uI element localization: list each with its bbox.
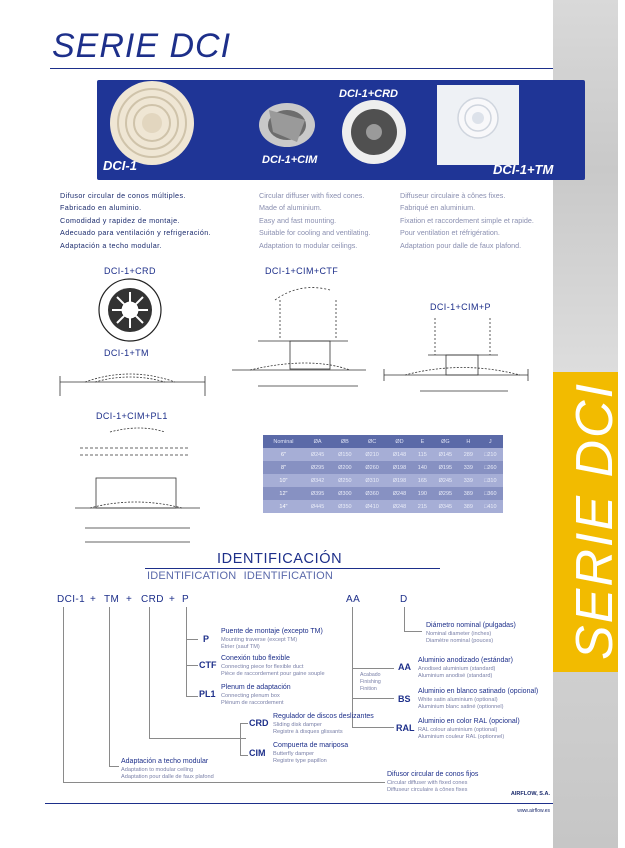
drawing-label-cim-p: DCI-1+CIM+P	[430, 302, 491, 312]
connector-line	[186, 607, 187, 697]
connector-line	[186, 696, 198, 697]
option-d-fr: Diamètre nominal (pouces)	[426, 637, 494, 644]
feature-en-item: Suitable for cooling and ventilating.	[259, 228, 371, 238]
table-row	[263, 448, 503, 461]
finish-label-fr: Finition	[360, 686, 377, 692]
identification-title: IDENTIFICACIÓN	[217, 551, 343, 567]
table-cell: □310	[478, 474, 503, 487]
table-cell: Ø445	[304, 500, 331, 513]
table-row	[263, 500, 503, 513]
identification-title-fr: IDENTIFICATION	[243, 570, 334, 582]
option-mark-bs: BS	[398, 694, 411, 704]
option-bs-fr: Aluminium blanc satiné (optionnel)	[418, 703, 504, 710]
table-cell: Ø345	[432, 500, 459, 513]
code-d: D	[400, 594, 408, 605]
connector-line	[63, 607, 64, 782]
connector-line	[109, 607, 110, 766]
connector-line	[186, 639, 198, 640]
option-mark-crd: CRD	[249, 718, 269, 728]
code-plus: +	[169, 594, 176, 605]
table-cell: 389	[459, 487, 478, 500]
drawing-label-cim-ctf: DCI-1+CIM+CTF	[265, 266, 339, 276]
banner-label-dci1: DCI-1	[103, 158, 137, 173]
option-p-es: Puente de montaje (excepto TM)	[221, 628, 323, 635]
option-aa	[418, 657, 513, 680]
table-cell: Ø300	[331, 487, 358, 500]
code-dci1: DCI-1	[57, 594, 86, 605]
code-aa: AA	[346, 594, 361, 605]
table-cell: Ø145	[432, 448, 459, 461]
feature-fr-item: Adaptation pour dalle de faux plafond.	[400, 240, 522, 250]
option-pl1-en: Connecting plenum box	[221, 692, 280, 699]
code-plus: +	[126, 594, 133, 605]
table-cell: Ø248	[386, 500, 413, 513]
option-ctf	[221, 655, 325, 678]
table-header-cell: ØC	[359, 435, 386, 448]
connector-line	[240, 723, 248, 724]
feature-fr-item: Pour ventilation et réfrigération.	[400, 228, 500, 238]
option-pl1-fr: Plénum de raccordement	[221, 699, 284, 706]
identification-title-en: IDENTIFICATION	[147, 570, 237, 582]
option-aa-fr: Aluminium anodisé (standard)	[418, 672, 493, 679]
table-cell: 289	[459, 448, 478, 461]
table-cell: Ø198	[386, 461, 413, 474]
table-row	[263, 461, 503, 474]
table-row	[263, 487, 503, 500]
table-header-cell: E	[413, 435, 432, 448]
option-cim	[273, 742, 348, 765]
option-mark-cim: CIM	[249, 748, 266, 758]
footer-company: AIRFLOW, S.A.	[510, 791, 550, 797]
table-header-cell: H	[459, 435, 478, 448]
option-ral-es: Aluminio en color RAL (opcional)	[418, 718, 520, 725]
table-cell: Ø295	[304, 461, 331, 474]
banner-label-tm: DCI-1+TM	[493, 162, 554, 177]
option-d-en: Nominal diameter (inches)	[426, 630, 492, 637]
table-cell: 140	[413, 461, 432, 474]
option-cim-fr: Registre type papillon	[273, 757, 327, 764]
table-cell: 339	[459, 461, 478, 474]
drawing-label-tm: DCI-1+TM	[104, 348, 149, 358]
option-pl1-es: Plenum de adaptación	[221, 684, 291, 691]
identification-subtitle	[147, 570, 333, 582]
table-cell: 190	[413, 487, 432, 500]
table-cell: 8"	[263, 461, 304, 474]
connector-line	[109, 766, 119, 767]
table-cell: 165	[413, 474, 432, 487]
table-cell: Ø260	[359, 461, 386, 474]
option-ral-fr: Aluminium couleur RAL (optionnel)	[418, 733, 505, 740]
page-title: SERIE DCI	[52, 27, 232, 65]
option-dci1-fr: Diffuseur circulaire à cônes fixes	[387, 786, 468, 793]
table-cell: 339	[459, 474, 478, 487]
option-bs-en: White satin aluminium (optional)	[418, 696, 498, 703]
option-ctf-en: Connecting piece for flexible duct	[221, 663, 304, 670]
feature-es-item: Adaptación a techo modular.	[60, 240, 162, 250]
code-tm: TM	[104, 594, 120, 605]
connector-line	[352, 607, 353, 727]
drawing-cim-p	[384, 318, 528, 391]
option-dci1	[387, 771, 478, 794]
table-cell: Ø245	[432, 474, 459, 487]
feature-en-item: Circular diffuser with fixed cones.	[259, 191, 365, 200]
option-ral	[418, 718, 520, 741]
option-bs	[418, 688, 538, 711]
finish-label-es: Acabado	[360, 672, 381, 678]
banner-label-crd: DCI-1+CRD	[339, 88, 398, 100]
table-header-cell: ØG	[432, 435, 459, 448]
table-cell: Ø198	[386, 474, 413, 487]
connector-line	[352, 668, 394, 669]
option-crd-es: Regulador de discos deslizantes	[273, 713, 374, 720]
option-crd	[273, 713, 374, 736]
option-cim-es: Compuerta de mariposa	[273, 742, 349, 749]
feature-es-item: Comodidad y rapidez de montaje.	[60, 215, 180, 225]
option-aa-es: Aluminio anodizado (estándar)	[418, 657, 513, 664]
feature-en-item: Easy and fast mounting.	[259, 215, 337, 225]
connector-line	[240, 723, 241, 755]
table-header-cell: ØB	[331, 435, 358, 448]
table-cell: □260	[478, 461, 503, 474]
connector-line	[149, 738, 246, 739]
drawing-tm	[60, 374, 205, 396]
table-cell: Ø295	[432, 487, 459, 500]
option-mark-p: P	[203, 634, 210, 644]
table-cell: 389	[459, 500, 478, 513]
finish-label	[360, 672, 381, 693]
option-tm-es: Adaptación a techo modular	[121, 758, 209, 765]
table-cell: Ø310	[359, 474, 386, 487]
option-pl1	[221, 684, 291, 707]
table-header-cell: Nominal	[263, 435, 304, 448]
table-header-cell: J	[478, 435, 503, 448]
table-cell: Ø245	[304, 448, 331, 461]
code-crd: CRD	[141, 594, 164, 605]
feature-es-item: Difusor circular de conos múltiples.	[60, 191, 186, 200]
connector-line	[149, 607, 150, 738]
option-d	[426, 622, 516, 645]
feature-fr-item: Fabriqué en aluminium.	[400, 203, 476, 213]
table-cell: Ø360	[359, 487, 386, 500]
table-row	[263, 474, 503, 487]
connector-line	[240, 755, 248, 756]
table-cell: Ø148	[386, 448, 413, 461]
table-cell: Ø195	[432, 461, 459, 474]
code-p: P	[182, 594, 190, 605]
option-dci1-es: Difusor circular de conos fijos	[387, 771, 479, 778]
side-series-label: SERIE DCI	[566, 381, 624, 660]
option-ctf-es: Conexión tubo flexible	[221, 655, 290, 662]
drawing-cim-pl1	[75, 428, 200, 542]
option-crd-fr: Registre à disques glissants	[273, 728, 343, 735]
option-p	[221, 628, 323, 651]
table-cell: Ø342	[304, 474, 331, 487]
option-p-fr: Étrier (sauf TM)	[221, 643, 260, 650]
feature-fr-item: Fixation et raccordement simple et rapide.	[400, 215, 534, 225]
feature-es-item: Adecuado para ventilación y refrigeración.	[60, 228, 212, 238]
option-mark-pl1: PL1	[199, 689, 216, 699]
option-tm-en: Adaptation to modular ceiling	[121, 766, 194, 773]
connector-line	[404, 631, 422, 632]
option-tm-fr: Adaptation pour dalle de faux plafond	[121, 773, 214, 780]
feature-fr-item: Diffuseur circulaire à cônes fixes.	[400, 191, 506, 200]
table-cell: Ø410	[359, 500, 386, 513]
option-p-en: Mounting traverse (except TM)	[221, 636, 298, 643]
table-cell: Ø248	[386, 487, 413, 500]
feature-en-item: Made of aluminium.	[259, 203, 322, 213]
table-cell: □210	[478, 448, 503, 461]
option-ral-en: RAL colour aluminium (optional)	[418, 726, 498, 733]
table-cell: □410	[478, 500, 503, 513]
table-cell: Ø395	[304, 487, 331, 500]
dimensions-table	[263, 435, 503, 513]
table-header-cell: ØA	[304, 435, 331, 448]
table-cell: Ø210	[359, 448, 386, 461]
banner-label-cim: DCI-1+CIM	[262, 154, 318, 166]
drawing-crd	[99, 279, 161, 341]
connector-line	[404, 607, 405, 631]
feature-en-item: Adaptation to modular ceilings.	[259, 240, 358, 250]
table-cell: Ø150	[331, 448, 358, 461]
option-crd-en: Sliding disk damper	[273, 721, 322, 728]
footer-website[interactable]: www.airflow.es	[517, 808, 550, 814]
table-cell: 215	[413, 500, 432, 513]
option-bs-es: Aluminio en blanco satinado (opcional)	[418, 688, 539, 695]
option-cim-en: Butterfly damper	[273, 750, 315, 757]
connector-line	[186, 665, 198, 666]
table-cell: □360	[478, 487, 503, 500]
option-tm	[121, 758, 214, 781]
option-mark-ral: RAL	[396, 723, 415, 733]
drawing-label-crd: DCI-1+CRD	[104, 266, 156, 276]
table-cell: 12"	[263, 487, 304, 500]
option-d-es: Diámetro nominal (pulgadas)	[426, 622, 516, 629]
connector-line	[352, 698, 394, 699]
table-cell: Ø200	[331, 461, 358, 474]
table-cell: 14"	[263, 500, 304, 513]
table-header-row	[263, 435, 503, 448]
drawing-label-cim-pl1: DCI-1+CIM+PL1	[96, 411, 168, 421]
option-aa-en: Anodised aluminium (standard)	[418, 665, 496, 672]
connector-line	[63, 782, 385, 783]
table-cell: 10"	[263, 474, 304, 487]
option-mark-aa: AA	[398, 662, 411, 672]
table-cell: Ø250	[331, 474, 358, 487]
option-mark-ctf: CTF	[199, 660, 217, 670]
table-header-cell: ØD	[386, 435, 413, 448]
table-cell: 115	[413, 448, 432, 461]
footer-rule	[45, 803, 553, 804]
code-plus: +	[90, 594, 97, 605]
drawing-cim-ctf	[232, 288, 366, 386]
option-ctf-fr: Pièce de raccordement pour gaine souple	[221, 670, 325, 677]
finish-label-en: Finishing	[360, 679, 381, 685]
feature-es-item: Fabricado en aluminio.	[60, 203, 142, 213]
table-cell: Ø350	[331, 500, 358, 513]
identification-rule	[145, 568, 440, 569]
table-cell: 6"	[263, 448, 304, 461]
option-dci1-en: Circular diffuser with fixed cones	[387, 779, 468, 786]
